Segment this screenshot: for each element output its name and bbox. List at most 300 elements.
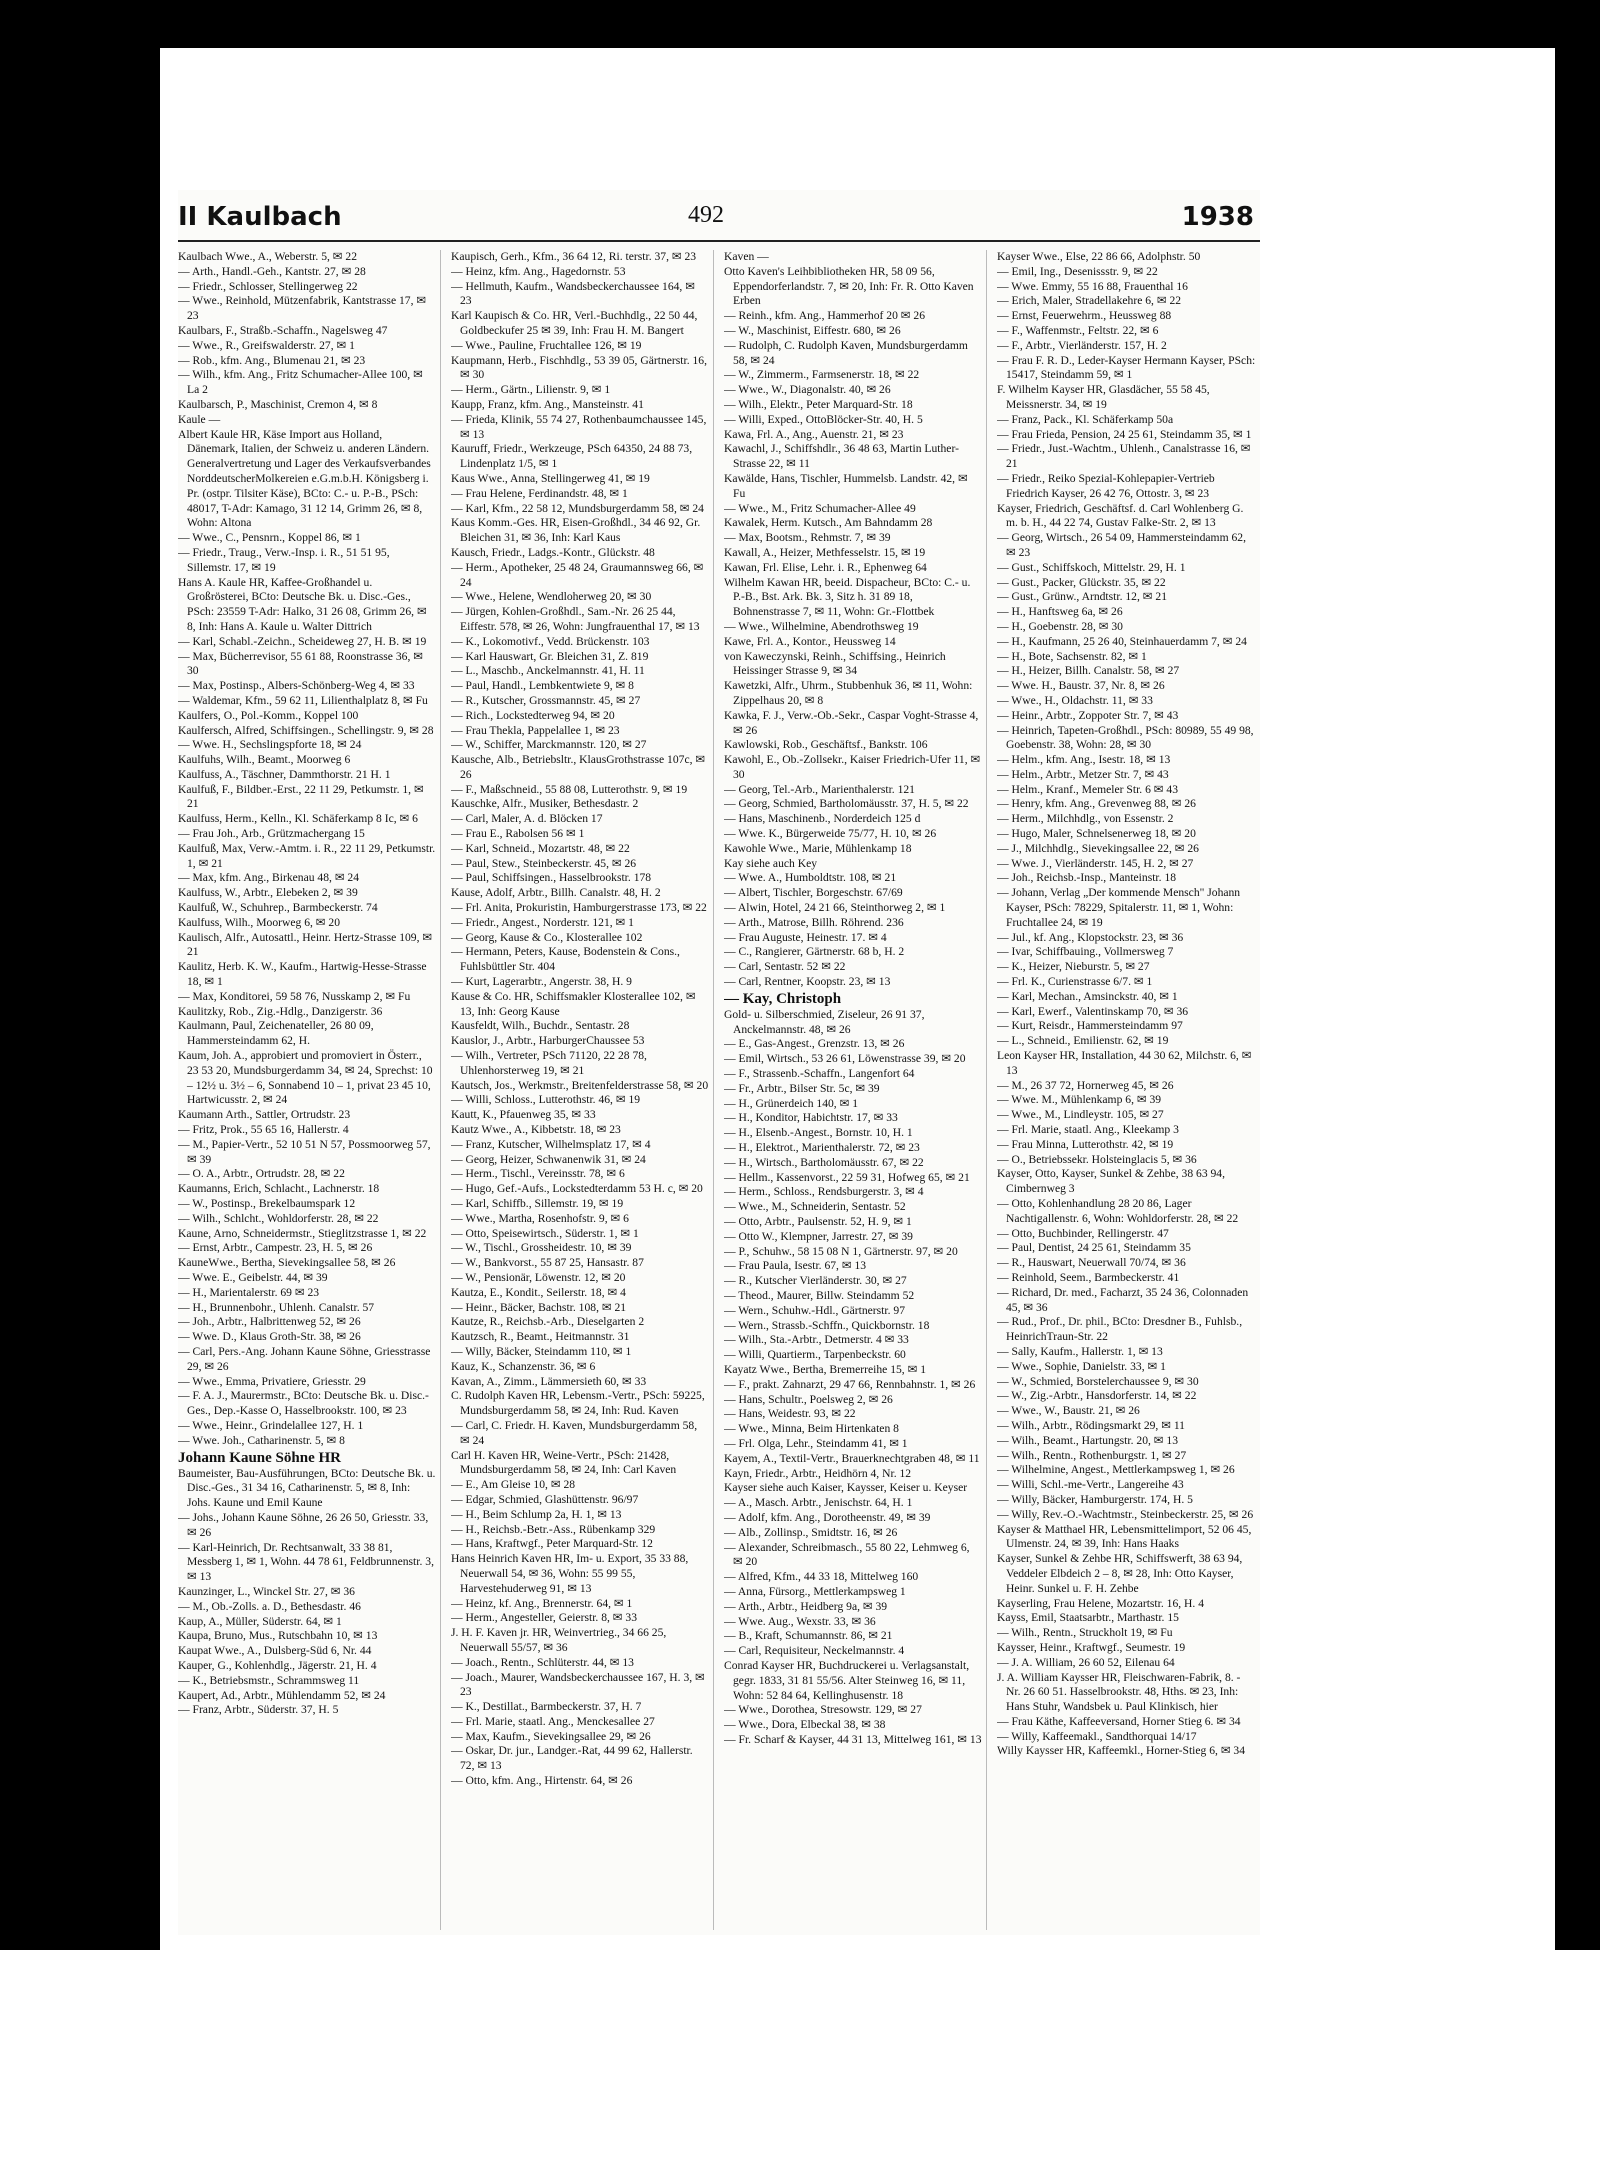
directory-entry: Hans Heinrich Kaven HR, Im- u. Export, 35 33 88, Neuerwall 54, ✉ 36, Wohn: 55 99 55, Harvestehuderweg 91, ✉ 13 (451, 1552, 689, 1595)
directory-entry: — R., Hauswart, Neuerwall 70/74, ✉ 36 (997, 1256, 1186, 1270)
directory-entry: Kayser siehe auch Kaiser, Kaysser, Keiser u. Keyser (724, 1481, 968, 1495)
directory-entry: — Frau Auguste, Heinestr. 17. ✉ 4 (724, 930, 887, 944)
directory-entry: Leon Kayser HR, Installation, 44 30 62, Milchstr. 6, ✉ 13 (997, 1049, 1252, 1077)
directory-entry: — Fr., Arbtr., Bilser Str. 5c, ✉ 39 (724, 1081, 880, 1095)
directory-entry: Kaupa, Bruno, Mus., Rutschbahn 10, ✉ 13 (178, 1629, 378, 1643)
directory-entry: Kauruff, Friedr., Werkzeuge, PSch 64350, 24 88 73, Lindenplatz 1/5, ✉ 1 (451, 442, 693, 471)
directory-entry: — Willi, Schloss., Lutterothstr. 46, ✉ 19 (451, 1093, 641, 1107)
directory-entry: — Joh., Reichsb.-Insp., Manteinstr. 18 (997, 871, 1177, 885)
scan-border-right (1555, 0, 1600, 1950)
scan-border-top (160, 0, 1600, 48)
directory-entry: — M., 26 37 72, Hornerweg 45, ✉ 26 (997, 1078, 1174, 1092)
directory-entry: — Wilh., Schlcht., Wohldorferstr. 28, ✉ 22 (178, 1211, 379, 1225)
directory-entry: — Rob., kfm. Ang., Blumenau 21, ✉ 23 (178, 353, 366, 367)
directory-entry: — H., Elsenb.-Angest., Bornstr. 10, H. 1 (724, 1126, 913, 1140)
directory-entry: — Herm., Schloss., Rendsburgerstr. 3, ✉ 4 (724, 1185, 924, 1199)
scan-border-left (0, 0, 160, 1950)
directory-entry: — Hellmuth, Kaufm., Wandsbeckerchaussee 164, ✉ 23 (451, 279, 695, 308)
directory-entry: — Arth., Matrose, Billh. Röhrend. 236 (724, 915, 904, 929)
directory-entry: Kayser, Otto, Kayser, Sunkel & Zehbe, 38 63 94, Cimbernweg 3 (997, 1167, 1226, 1196)
directory-entry: — Wilhelmine, Angest., Mettlerkampsweg 1, ✉ 26 (997, 1463, 1235, 1477)
directory-entry: — L., Schneid., Emilienstr. 62, ✉ 19 (997, 1034, 1169, 1048)
directory-entry: Kawachl, J., Schiffshdlr., 36 48 63, Martin Luther-Strasse 22, ✉ 11 (724, 442, 959, 471)
directory-entry: Kaulitz, Herb. K. W., Kaufm., Hartwig-Hesse-Strasse 18, ✉ 1 (178, 960, 427, 989)
directory-entry: — Wwe. E., Geibelstr. 44, ✉ 39 (178, 1270, 328, 1284)
directory-entry: — Ernst, Arbtr., Campestr. 23, H. 5, ✉ 26 (178, 1241, 373, 1255)
directory-entry: Kaulfuß, W., Schuhrep., Barmbeckerstr. 74 (178, 901, 378, 915)
directory-entry: — Georg, Heizer, Schwanenwik 31, ✉ 24 (451, 1152, 646, 1166)
directory-entry: — Rud., Prof., Dr. phil., BCto: Dresdner B., Fuhlsb., HeinrichTraun-Str. 22 (997, 1315, 1243, 1344)
directory-entry: Kautze, R., Reichsb.-Arb., Dieselgarten 2 (451, 1315, 645, 1329)
directory-entry: — Carl, Requisiteur, Neckelmannstr. 4 (724, 1644, 905, 1658)
directory-entry: — W., Schmied, Borstelerchaussee 9, ✉ 30 (997, 1374, 1199, 1388)
directory-entry: — Hugo, Maler, Schnelsenerweg 18, ✉ 20 (997, 827, 1196, 841)
directory-entry: Kautzsch, R., Beamt., Heitmannstr. 31 (451, 1330, 630, 1344)
directory-entry: Kaupisch, Gerh., Kfm., 36 64 12, Ri. terstr. 37, ✉ 23 (451, 250, 697, 263)
directory-entry: Kaup, A., Müller, Süderstr. 64, ✉ 1 (178, 1614, 342, 1628)
directory-entry: — Jul., kf. Ang., Klopstockstr. 23, ✉ 36 (997, 930, 1184, 944)
directory-entry: — Karl, Mechan., Amsinckstr. 40, ✉ 1 (997, 989, 1178, 1003)
directory-entry: — Frau Käthe, Kaffeeversand, Horner Stieg 6. ✉ 34 (997, 1714, 1241, 1728)
directory-entry: Kawlowski, Rob., Geschäftsf., Bankstr. 106 (724, 738, 928, 752)
directory-entry: Kaupmann, Herb., Fischhdlg., 53 39 05, Gärtnerstr. 16, ✉ 30 (451, 353, 707, 382)
directory-entry: — Karl, Schiffb., Sillemstr. 19, ✉ 19 (451, 1197, 624, 1210)
directory-entry: — F., Maßschneid., 55 88 08, Lutterothstr. 9, ✉ 19 (451, 782, 688, 796)
directory-entry: Kaulbach Wwe., A., Weberstr. 5, ✉ 22 (178, 250, 357, 263)
directory-entry: — Willi, Schl.-me-Vertr., Langereihe 43 (997, 1478, 1184, 1492)
directory-entry: — Wwe., Sophie, Danielstr. 33, ✉ 1 (997, 1359, 1166, 1373)
directory-entry: — Johs., Johann Kaune Söhne, 26 26 50, Griesstr. 33, ✉ 26 (178, 1510, 429, 1539)
directory-entry: — H., Wirtsch., Bartholomäusstr. 67, ✉ 22 (724, 1155, 924, 1169)
directory-entry: — Alwin, Hotel, 24 21 66, Steinthorweg 2, ✉ 1 (724, 901, 946, 915)
directory-entry: — Friedr., Schlosser, Stellingerweg 22 (178, 279, 358, 293)
directory-entry: — Wwe., H., Oldachstr. 11, ✉ 33 (997, 693, 1153, 707)
directory-entry: — H., Heizer, Billh. Canalstr. 58, ✉ 27 (997, 664, 1180, 678)
directory-entry: Kawalek, Herm. Kutsch., Am Bahndamm 28 (724, 516, 933, 530)
running-head-right: 1938 (1181, 202, 1254, 232)
directory-entry: Kayser, Sunkel & Zehbe HR, Schiffswerft, 38 63 94, Veddeler Elbdeich 2 – 8, ✉ 28, Inh: Otto Kayser, Heinr. Sunkel u. F. H. Zehbe (997, 1552, 1243, 1595)
directory-entry: — Wwe., M., Fritz Schumacher-Allee 49 (724, 501, 916, 515)
directory-entry: — Frau E., Rabolsen 56 ✉ 1 (451, 827, 585, 841)
directory-entry: — Georg, Kause & Co., Klosterallee 102 (451, 930, 643, 944)
directory-entry: — Richard, Dr. med., Facharzt, 35 24 36, Colonnaden 45, ✉ 36 (997, 1285, 1249, 1314)
directory-entry: — Hermann, Peters, Kause, Bodenstein & Cons., Fuhlsbüttler Str. 404 (451, 945, 680, 974)
directory-entry: — Wwe., Dora, Elbeckal 38, ✉ 38 (724, 1718, 886, 1732)
directory-entry: — Joach., Rentn., Schlüterstr. 44, ✉ 13 (451, 1655, 634, 1669)
directory-entry: — Otto, Speisewirtsch., Süderstr. 1, ✉ 1 (451, 1226, 639, 1240)
directory-entry: Kaulfuss, W., Arbtr., Elebeken 2, ✉ 39 (178, 886, 358, 900)
directory-entry: Kawa, Frl. A., Ang., Auenstr. 21, ✉ 23 (724, 427, 904, 441)
directory-entry: — Karl Hauswart, Gr. Bleichen 31, Z. 819 (451, 649, 649, 663)
directory-entry: Kauper, G., Kohlenhdlg., Jägerstr. 21, H. 4 (178, 1658, 377, 1672)
directory-entry: — Helm., Arbtr., Metzer Str. 7, ✉ 43 (997, 767, 1169, 781)
directory-entry: Kautza, E., Kondit., Seilerstr. 18, ✉ 4 (451, 1285, 626, 1299)
directory-entry: — M., Ob.-Zolls. a. D., Bethesdastr. 46 (178, 1599, 361, 1613)
directory-entry: — Wwe., Dorothea, Stresowstr. 129, ✉ 27 (724, 1703, 922, 1717)
directory-entry: Kayatz Wwe., Bertha, Bremerreihe 15, ✉ 1 (724, 1362, 927, 1376)
directory-entry: — Paul, Handl., Lembkentwiete 9, ✉ 8 (451, 679, 634, 693)
directory-entry: — Paul, Schiffsingen., Hasselbrookstr. 178 (451, 871, 652, 885)
directory-entry: — R., Kutscher Vierländerstr. 30, ✉ 27 (724, 1274, 907, 1288)
directory-entry: — Carl, Sentastr. 52 ✉ 22 (724, 960, 846, 974)
directory-entry: — Johann, Verlag „Der kommende Mensch" Johann Kayser, PSch: 78229, Spitalerstr. 11, ✉ 1, Wohn: Fruchtallee 24, ✉ 19 (997, 886, 1241, 929)
directory-entry: — Wwe., W., Diagonalstr. 40, ✉ 26 (724, 383, 891, 397)
directory-entry: von Kaweczynski, Reinh., Schiffsing., Heinrich Heissinger Strasse 9, ✉ 34 (724, 649, 946, 678)
directory-entry: — Wwe. Emmy, 55 16 88, Frauenthal 16 (997, 279, 1188, 293)
directory-entry: Kaupp, Franz, kfm. Ang., Mansteinstr. 41 (451, 397, 644, 411)
directory-entry: — Max, Bootsm., Rehmstr. 7, ✉ 39 (724, 531, 891, 545)
directory-entry: — Hans, Weidestr. 93, ✉ 22 (724, 1407, 856, 1421)
directory-entry: — Frau Frieda, Pension, 24 25 61, Steindamm 35, ✉ 1 (997, 427, 1252, 441)
directory-entry: Kautz Wwe., A., Kibbetstr. 18, ✉ 23 (451, 1123, 621, 1137)
directory-entry: — H., Kaufmann, 25 26 40, Steinhauerdamm 7, ✉ 24 (997, 634, 1247, 648)
directory-entry: — Arth., Handl.-Geh., Kantstr. 27, ✉ 28 (178, 264, 366, 278)
directory-entry: — Hellm., Kassenvorst., 22 59 31, Hofweg 65, ✉ 21 (724, 1170, 970, 1184)
directory-page (178, 190, 1260, 1935)
directory-entry: — W., Zimmerm., Farmsenerstr. 18, ✉ 22 (724, 368, 920, 382)
directory-entry: Kauz, K., Schanzenstr. 36, ✉ 6 (451, 1359, 596, 1373)
directory-entry: — Wwe. Aug., Wexstr. 33, ✉ 36 (724, 1614, 876, 1628)
directory-entry: — Joh., Arbtr., Halbrittenweg 52, ✉ 26 (178, 1315, 361, 1329)
directory-entry: — Frl. Marie, staatl. Ang., Kleekamp 3 (997, 1123, 1179, 1137)
directory-entry: J. A. William Kaysser HR, Fleischwaren-Fabrik, 8. - Nr. 26 60 51. Hasselbrookstr. 48, Hths. ✉ 23, Inh: Hans Stuhr, Wandsbek u. Paul Klinkisch, hier (997, 1670, 1241, 1714)
directory-entry: — Wwe., Heinr., Grindelallee 127, H. 1 (178, 1418, 364, 1432)
directory-entry: — Willi, Exped., OttoBlöcker-Str. 40, H. 5 (724, 412, 923, 426)
directory-entry: Kauschke, Alfr., Musiker, Bethesdastr. 2 (451, 797, 639, 811)
directory-entry: — Friedr., Traug., Verw.-Insp. i. R., 51 51 95, Sillemstr. 17, ✉ 19 (178, 545, 390, 574)
directory-entry: Kawe, Frl. A., Kontor., Heussweg 14 (724, 634, 896, 648)
directory-column-2 (451, 250, 714, 1930)
directory-entry: — Fr. Scharf & Kayser, 44 31 13, Mittelweg 161, ✉ 13 (724, 1732, 982, 1746)
directory-entry: Kaupat Wwe., A., Dulsberg-Süd 6, Nr. 44 (178, 1644, 372, 1658)
directory-entry: — Max, Kaufm., Sievekingsallee 29, ✉ 26 (451, 1729, 651, 1743)
directory-entry: — O., Betriebssekr. Holsteinglacis 5, ✉ 36 (997, 1152, 1197, 1166)
directory-entry: — Reinh., kfm. Ang., Hammerhof 20 ✉ 26 (724, 309, 925, 323)
directory-entry: — Kurt, Lagerarbtr., Angerstr. 38, H. 9 (451, 975, 632, 989)
directory-entry: — J., Milchhdlg., Sievekingsallee 22, ✉ 26 (997, 841, 1199, 855)
directory-entry: — Wwe., Minna, Beim Hirtenkaten 8 (724, 1422, 899, 1436)
directory-entry: Kautt, K., Pfauenweg 35, ✉ 33 (451, 1108, 596, 1122)
directory-entry: — Wilh., Sta.-Arbtr., Detmerstr. 4 ✉ 33 (724, 1333, 909, 1347)
directory-entry: — Karl, Ewerf., Valentinskamp 70, ✉ 36 (997, 1004, 1189, 1018)
page-number: 492 (688, 202, 724, 228)
directory-entry: — H., Reichsb.-Betr.-Ass., Rübenkamp 329 (451, 1522, 656, 1536)
directory-entry: Karl Kaupisch & Co. HR, Verl.-Buchhdlg., 22 50 44, Goldbeckufer 25 ✉ 39, Inh: Frau H. M. Bangert (451, 309, 698, 337)
directory-entry: — H., Hanftsweg 6a, ✉ 26 (997, 605, 1123, 619)
directory-entry: Kawohle Wwe., Marie, Mühlenkamp 18 (724, 841, 912, 855)
directory-entry: — Wilh., Beamt., Hartungstr. 20, ✉ 13 (997, 1433, 1178, 1447)
directory-entry: — Gust., Schiffskoch, Mittelstr. 29, H. 1 (997, 560, 1186, 574)
directory-entry: Otto Kaven's Leihbibliotheken HR, 58 09 56, Eppendorferlandstr. 7, ✉ 20, Inh: Fr. R. Otto Kaven Erben (724, 264, 974, 308)
directory-entry: — Theod., Maurer, Billw. Steindamm 52 (724, 1288, 915, 1302)
directory-entry: — Carl, Rentner, Koopstr. 23, ✉ 13 (724, 975, 891, 989)
directory-entry: — R., Kutscher, Grossmannstr. 45, ✉ 27 (451, 693, 641, 707)
directory-entry: — Herm., Gärtn., Lilienstr. 9, ✉ 1 (451, 383, 611, 397)
directory-entry: — Karl, Schneid., Mozartstr. 48, ✉ 22 (451, 841, 630, 855)
directory-entry: — Wilh., Elektr., Peter Marquard-Str. 18 (724, 397, 913, 411)
directory-entry: — Willy, Kaffeemakl., Sandthorquai 14/17 (997, 1729, 1197, 1743)
directory-entry: Kaulisch, Alfr., Autosattl., Heinr. Hertz-Strasse 109, ✉ 21 (178, 930, 433, 959)
directory-columns (178, 250, 1260, 1930)
directory-entry: — Emil, Ing., Desenissstr. 9, ✉ 22 (997, 264, 1158, 278)
directory-entry: Wilhelm Kawan HR, beeid. Dispacheur, BCto: C.- u. P.-B., Bst. Ark. Bk. 3, Sitz h. 31 89 18, Bohnenstrasse 7, ✉ 11, Wohn: Gr.-Flottbek (724, 575, 971, 619)
directory-entry: — Wwe. H., Sechslingspforte 18, ✉ 24 (178, 738, 362, 752)
directory-entry: — Joach., Maurer, Wandsbeckerchaussee 167, H. 3, ✉ 23 (451, 1670, 705, 1699)
directory-entry: — Herm., Apotheker, 25 48 24, Graumannsweg 66, ✉ 24 (451, 560, 704, 589)
directory-entry: — Heinr., Bäcker, Bachstr. 108, ✉ 21 (451, 1300, 627, 1314)
directory-entry: — Otto, Kohlenhandlung 28 20 86, Lager Nachtigallenstr. 6, Wohn: Wohldorferstr. 28, ✉ 22 (997, 1197, 1239, 1225)
directory-entry: — Paul, Stew., Steinbeckerstr. 45, ✉ 26 (451, 856, 637, 870)
directory-entry: — Paul, Dentist, 24 25 61, Steindamm 35 (997, 1241, 1191, 1255)
directory-entry: — Wilh., Rentn., Rothenburgstr. 1, ✉ 27 (997, 1448, 1187, 1462)
directory-column-3 (724, 250, 987, 1930)
directory-entry: — F., Strassenb.-Schaffn., Langenfort 64 (724, 1067, 915, 1081)
directory-entry: Kayser, Friedrich, Geschäftsf. d. Carl Wohlenberg G. m. b. H., 44 22 74, Gustav Falke-Str. 2, ✉ 13 (997, 501, 1244, 530)
directory-entry: Kausch, Friedr., Ladgs.-Kontr., Glückstr. 48 (451, 545, 655, 559)
directory-entry: — Wilh., kfm. Ang., Fritz Schumacher-Allee 100, ✉ La 2 (178, 368, 423, 397)
directory-entry: Kaysser, Heinr., Kraftwgf., Seumestr. 19 (997, 1640, 1186, 1654)
directory-entry: — Wwe. D., Klaus Groth-Str. 38, ✉ 26 (178, 1330, 361, 1344)
directory-entry: Kaus Wwe., Anna, Stellingerweg 41, ✉ 19 (451, 471, 650, 485)
directory-entry: — Heinrich, Tapeten-Großhdl., PSch: 80989, 55 49 98, Goebenstr. 38, Wohn: 28, ✉ 30 (997, 723, 1254, 752)
directory-entry: Kaulbars, F., Straßb.-Schaffn., Nagelsweg 47 (178, 323, 388, 337)
directory-entry: — Georg, Tel.-Arb., Marienthalerstr. 121 (724, 782, 915, 796)
directory-entry: — K., Betriebsmstr., Schrammsweg 11 (178, 1673, 360, 1687)
directory-entry: — C., Rangierer, Gärtnerstr. 68 b, H. 2 (724, 945, 905, 959)
directory-entry: — Frau Paula, Isestr. 67, ✉ 13 (724, 1259, 867, 1273)
directory-entry: Kaulmann, Paul, Zeichenateller, 26 80 09, Hammersteindamm 62, H. (178, 1019, 374, 1048)
directory-entry: — Frl. Anita, Prokuristin, Hamburgerstrasse 173, ✉ 22 (451, 901, 707, 915)
directory-entry: — J. A. William, 26 60 52, Eilenau 64 (997, 1655, 1175, 1669)
directory-entry: — Arth., Arbtr., Heidberg 9a, ✉ 39 (724, 1599, 888, 1613)
directory-entry: Kaulfuss, Wilh., Moorweg 6, ✉ 20 (178, 915, 340, 929)
directory-entry: — Gust., Packer, Glückstr. 35, ✉ 22 (997, 575, 1166, 589)
directory-entry: — Willy, Rev.-O.-Wachtmstr., Steinbeckerstr. 25, ✉ 26 (997, 1507, 1254, 1521)
directory-entry: — Wwe., Helene, Wendloherweg 20, ✉ 30 (451, 590, 652, 604)
directory-entry: — Max, Postinsp., Albers-Schönberg-Weg 4, ✉ 33 (178, 679, 415, 693)
directory-entry: Kaupert, Ad., Arbtr., Mühlendamm 52, ✉ 24 (178, 1688, 386, 1702)
directory-entry: Kayss, Emil, Staatsarbtr., Marthastr. 15 (997, 1611, 1179, 1625)
directory-entry: — Frau Thekla, Pappelallee 1, ✉ 23 (451, 723, 620, 737)
directory-entry: — F., Waffenmstr., Feltstr. 22, ✉ 6 (997, 323, 1159, 337)
directory-entry: — K., Heizer, Nieburstr. 5, ✉ 27 (997, 960, 1150, 974)
directory-entry: Kawan, Frl. Elise, Lehr. i. R., Ephenweg 64 (724, 560, 927, 574)
directory-entry: Kawohl, E., Ob.-Zollsekr., Kaiser Friedrich-Ufer 11, ✉ 30 (724, 753, 981, 781)
directory-entry: — Heinz, kfm. Ang., Hagedornstr. 53 (451, 264, 626, 278)
directory-entry: Kaulfersch, Alfred, Schiffsingen., Schellingstr. 9, ✉ 28 (178, 723, 434, 737)
directory-entry: — Alexander, Schreibmasch., 55 80 22, Lehmweg 6, ✉ 20 (724, 1540, 970, 1569)
directory-entry: — Wwe., Emma, Privatiere, Griesstr. 29 (178, 1374, 366, 1388)
directory-entry: — W., Maschinist, Eiffestr. 680, ✉ 26 (724, 323, 901, 337)
directory-entry: — Frieda, Klinik, 55 74 27, Rothenbaumchaussee 145, ✉ 13 (451, 412, 707, 441)
directory-entry: — Franz, Kutscher, Wilhelmsplatz 17, ✉ 4 (451, 1137, 651, 1151)
directory-entry: — Wilh., Vertreter, PSch 71120, 22 28 78, Uhlenhorsterweg 19, ✉ 21 (451, 1049, 647, 1077)
directory-entry: — H., Goebenstr. 28, ✉ 30 (997, 619, 1123, 633)
directory-entry: — Willy, Bäcker, Hamburgerstr. 174, H. 5 (997, 1492, 1193, 1506)
directory-entry: — Wilh., Arbtr., Rödingsmarkt 29, ✉ 11 (997, 1418, 1185, 1432)
directory-entry: Kause, Adolf, Arbtr., Billh. Canalstr. 48, H. 2 (451, 886, 661, 900)
directory-entry: — Franz, Arbtr., Süderstr. 37, H. 5 (178, 1703, 339, 1717)
directory-entry: Kaven — (724, 250, 769, 263)
directory-entry: — Otto W., Klempner, Jarrestr. 27, ✉ 39 (724, 1229, 913, 1243)
directory-entry: — Hans, Maschinenb., Norderdeich 125 d (724, 812, 921, 826)
directory-entry: — Fritz, Prok., 55 65 16, Hallerstr. 4 (178, 1123, 349, 1137)
directory-entry: — Herm., Angesteller, Geierstr. 8, ✉ 33 (451, 1611, 638, 1625)
directory-entry: — W., Schiffer, Marckmannstr. 120, ✉ 27 (451, 738, 647, 752)
directory-entry: Kaulfuhs, Wilh., Beamt., Moorweg 6 (178, 753, 351, 767)
directory-entry: — B., Kraft, Schumannstr. 86, ✉ 21 (724, 1629, 893, 1643)
directory-entry: — F. A. J., Maurermstr., BCto: Deutsche Bk. u. Disc.-Ges., Dep.-Kasse O, Hasselbrookstr. 100, ✉ 23 (178, 1389, 429, 1418)
directory-entry: — Frau Minna, Lutterothstr. 42, ✉ 19 (997, 1137, 1174, 1151)
directory-entry: Kaus Komm.-Ges. HR, Eisen-Großhdl., 34 46 92, Gr. Bleichen 31, ✉ 36, Inh: Karl Kaus (451, 516, 701, 545)
directory-entry: — Wern., Strassb.-Schffn., Quickbornstr. 18 (724, 1318, 930, 1332)
directory-entry: Kay siehe auch Key (724, 856, 818, 870)
directory-entry: — K., Lokomotivf., Vedd. Brückenstr. 103 (451, 634, 650, 648)
directory-entry: Conrad Kayser HR, Buchdruckerei u. Verlagsanstalt, gegr. 1833, 31 81 55/56. Alter Steinweg 16, ✉ 11, Wohn: 52 84 64, Kellinghusenstr. 18 (724, 1658, 970, 1702)
directory-entry: — Georg, Wirtsch., 26 54 09, Hammersteindamm 62, ✉ 23 (997, 531, 1246, 559)
directory-entry: — Friedr., Angest., Norderstr. 121, ✉ 1 (451, 915, 634, 929)
directory-entry: — Wwe., W., Baustr. 21, ✉ 26 (997, 1404, 1140, 1418)
directory-entry: Kaulfuß, Max, Verw.-Amtm. i. R., 22 11 29, Petkumstr. 1, ✉ 21 (178, 841, 436, 870)
directory-entry: — Carl, C. Friedr. H. Kaven, Mundsburgerdamm 58, ✉ 24 (451, 1418, 698, 1447)
directory-entry: — Sally, Kaufm., Hallerstr. 1, ✉ 13 (997, 1344, 1163, 1358)
directory-entry: — Wwe., Martha, Rosenhofstr. 9, ✉ 6 (451, 1211, 629, 1225)
directory-entry: F. Wilhelm Kayser HR, Glasdächer, 55 58 45, Meissnerstr. 34, ✉ 19 (997, 383, 1210, 411)
directory-entry: — Willy, Bäcker, Steindamm 110, ✉ 1 (451, 1344, 632, 1358)
directory-entry: — Wwe., M., Schneiderin, Sentastr. 52 (724, 1200, 906, 1214)
directory-entry: — Franz, Pack., Kl. Schäferkamp 50a (997, 412, 1174, 426)
directory-entry: — Wwe., Pauline, Fruchtallee 126, ✉ 19 (451, 338, 642, 352)
directory-entry: — Ivar, Schiffbauing., Vollmersweg 7 (997, 945, 1174, 959)
directory-entry: Kawetzki, Alfr., Uhrm., Stubbenhuk 36, ✉ 11, Wohn: Zippelhaus 20, ✉ 8 (724, 679, 973, 707)
directory-entry: Kayem, A., Textil-Vertr., Brauerknechtgraben 48, ✉ 11 (724, 1451, 980, 1465)
directory-entry: — Wwe., Reinhold, Mützenfabrik, Kantstrasse 17, ✉ 23 (178, 294, 427, 323)
directory-entry: Kavan, A., Zimm., Lämmersieth 60, ✉ 33 (451, 1374, 647, 1388)
directory-entry: — H., Elektrot., Marienthalerstr. 72, ✉ 23 (724, 1141, 920, 1155)
page-header (178, 200, 1260, 242)
directory-entry: — Alb., Zollinsp., Smidtstr. 16, ✉ 26 (724, 1525, 898, 1539)
directory-column-4 (997, 250, 1260, 1930)
directory-entry: Hans A. Kaule HR, Kaffee-Großhandel u. Großrösterei, BCto: Deutsche Bk. u. Disc.-Ges., PSch: 23559 T-Adr: Halko, 31 26 08, Grimm 26, ✉ 8, Inh: Hans A. Kaule u. Walter Dittrich (178, 575, 427, 633)
directory-entry: — Max, Konditorei, 59 58 76, Nusskamp 2, ✉ Fu (178, 989, 411, 1003)
directory-entry: — Willi, Quartierm., Tarpenbeckstr. 60 (724, 1348, 906, 1362)
directory-entry: — Carl, Pers.-Ang. Johann Kaune Söhne, Griesstrasse 29, ✉ 26 (178, 1344, 431, 1373)
directory-entry: — Emil, Wirtsch., 53 26 61, Löwenstrasse 39, ✉ 20 (724, 1052, 966, 1066)
directory-entry: — Wwe., M., Lindleystr. 105, ✉ 27 (997, 1108, 1164, 1122)
directory-entry: — Wwe. J., Vierländerstr. 145, H. 2, ✉ 27 (997, 856, 1194, 870)
directory-entry: Kaulfuss, Herm., Kelln., Kl. Schäferkamp 8 Ic, ✉ 6 (178, 812, 418, 826)
directory-entry: — Wwe. K., Bürgerweide 75/77, H. 10, ✉ 26 (724, 827, 937, 841)
directory-entry: — Kurt, Reisdr., Hammersteindamm 97 (997, 1019, 1183, 1033)
directory-entry: Kawälde, Hans, Tischler, Hummelsb. Landstr. 42, ✉ Fu (724, 471, 968, 500)
directory-entry: — F., Arbtr., Vierländerstr. 157, H. 2 (997, 338, 1167, 352)
directory-entry: — Ernst, Feuerwehrm., Heussweg 88 (997, 309, 1172, 323)
directory-entry: — Wwe., Wilhelmine, Abendrothsweg 19 (724, 619, 919, 633)
directory-entry: — Waldemar, Kfm., 59 62 11, Lilienthalplatz 8, ✉ Fu (178, 693, 428, 707)
directory-entry: — W., Bankvorst., 55 87 25, Hansastr. 87 (451, 1256, 644, 1270)
directory-entry: — Oskar, Dr. jur., Landger.-Rat, 44 99 62, Hallerstr. 72, ✉ 13 (451, 1744, 693, 1773)
directory-entry: — Max, kfm. Ang., Birkenau 48, ✉ 24 (178, 871, 360, 885)
directory-entry: — W., Postinsp., Brekelbaumspark 12 (178, 1197, 356, 1210)
directory-entry: Kayser & Matthael HR, Lebensmittelimport, 52 06 45, Ulmenstr. 24, ✉ 39, Inh: Hans Haaks (997, 1522, 1252, 1551)
directory-entry: Kauslor, J., Arbtr., HarburgerChaussee 53 (451, 1034, 645, 1048)
directory-column-1 (178, 250, 441, 1930)
directory-entry: Kayn, Friedr., Arbtr., Heidhörn 4, Nr. 12 (724, 1466, 912, 1480)
directory-entry: — Carl, Maler, A. d. Blöcken 17 (451, 812, 603, 826)
directory-entry: — Albert, Tischler, Borgeschstr. 67/69 (724, 886, 903, 900)
directory-entry: — Karl, Schabl.-Zeichn., Scheideweg 27, H. B. ✉ 19 (178, 634, 427, 648)
directory-entry: — Frl. Olga, Lehr., Steindamm 41, ✉ 1 (724, 1436, 908, 1450)
directory-entry: — Wwe., R., Greifswalderstr. 27, ✉ 1 (178, 338, 355, 352)
directory-entry: — Wwe. M., Mühlenkamp 6, ✉ 39 (997, 1093, 1162, 1107)
directory-entry: — Georg, Schmied, Bartholomäusstr. 37, H. 5, ✉ 22 (724, 797, 969, 811)
directory-entry: — Helm., Kranf., Memeler Str. 6 ✉ 43 (997, 782, 1179, 796)
directory-entry: — Hans, Schultr., Poelsweg 2, ✉ 26 (724, 1392, 893, 1406)
directory-entry: — Karl-Heinrich, Dr. Rechtsanwalt, 33 38 81, Messberg 1, ✉ 1, Wohn. 44 78 61, Feldbrunnenstr. 3, ✉ 13 (178, 1540, 434, 1584)
directory-entry: — H., Marientalerstr. 69 ✉ 23 (178, 1285, 320, 1299)
directory-entry: — Gust., Grünw., Arndtstr. 12, ✉ 21 (997, 590, 1167, 604)
directory-entry: Kaumann Arth., Sattler, Ortrudstr. 23 (178, 1108, 351, 1122)
directory-entry: — E., Am Gleise 10, ✉ 28 (451, 1478, 576, 1492)
scan-margin-bottom (0, 1950, 1600, 2177)
directory-entry: — Wilh., Rentn., Struckholt 19, ✉ Fu (997, 1626, 1173, 1640)
directory-entry: — Frau Helene, Ferdinandstr. 48, ✉ 1 (451, 486, 628, 500)
directory-entry: Kaunzinger, L., Winckel Str. 27, ✉ 36 (178, 1584, 355, 1598)
directory-entry: — H., Grünerdeich 140, ✉ 1 (724, 1096, 858, 1110)
directory-entry: — W., Zig.-Arbtr., Hansdorferstr. 14, ✉ 22 (997, 1389, 1197, 1403)
directory-entry: Kawall, A., Heizer, Methfesselstr. 15, ✉ 19 (724, 545, 926, 559)
directory-entry: Kaule — (178, 412, 221, 426)
directory-entry: C. Rudolph Kaven HR, Lebensm.-Vertr., PSch: 59225, Mundsburgerdamm 58, ✉ 24, Inh: Rud. Kaven (451, 1389, 705, 1418)
directory-entry: — Anna, Fürsorg., Mettlerkampsweg 1 (724, 1584, 906, 1598)
directory-entry: — Erich, Maler, Stradellakehre 6, ✉ 22 (997, 294, 1182, 308)
directory-entry: J. H. F. Kaven jr. HR, Weinvertrieg., 34 66 25, Neuerwall 55/57, ✉ 36 (451, 1626, 667, 1654)
directory-entry: — Hugo, Gef.-Aufs., Lockstedterdamm 53 H. c, ✉ 20 (451, 1182, 703, 1196)
directory-entry: KauneWwe., Bertha, Sievekingsallee 58, ✉ 26 (178, 1256, 396, 1270)
directory-entry: Kawka, F. J., Verw.-Ob.-Sekr., Caspar Voght-Strasse 4, ✉ 26 (724, 708, 979, 737)
directory-entry: — Edgar, Schmied, Glashüttenstr. 96/97 (451, 1492, 639, 1506)
directory-entry: — Karl, Kfm., 22 58 12, Mundsburgerdamm 58, ✉ 24 (451, 501, 704, 515)
directory-entry: Johann Kaune Söhne HR (178, 1449, 341, 1466)
directory-entry: — M., Papier-Vertr., 52 10 51 N 57, Possmoorweg 57, ✉ 39 (178, 1137, 431, 1166)
directory-entry: — Herm., Milchhdlg., von Essenstr. 2 (997, 812, 1174, 826)
directory-entry: — Otto, Arbtr., Paulsenstr. 52, H. 9, ✉ 1 (724, 1215, 912, 1228)
directory-entry: — L., Maschb., Anckelmannstr. 41, H. 11 (451, 664, 645, 678)
directory-entry: Kayserling, Frau Helene, Mozartstr. 16, H. 4 (997, 1596, 1205, 1610)
directory-entry: — Otto, Buchbinder, Rellingerstr. 47 (997, 1226, 1169, 1240)
directory-entry: Kaulitzky, Rob., Zig.-Hdlg., Danzigerstr. 36 (178, 1004, 383, 1018)
directory-entry: — Wwe. A., Humboldtstr. 108, ✉ 21 (724, 871, 897, 885)
directory-entry: — Wwe. Joh., Catharinenstr. 5, ✉ 8 (178, 1433, 345, 1447)
directory-entry: — Adolf, kfm. Ang., Dorotheenstr. 49, ✉ 39 (724, 1510, 931, 1524)
directory-entry: — Wern., Schuhw.-Hdl., Gärtnerstr. 97 (724, 1303, 905, 1317)
directory-entry: — H., Bote, Sachsenstr. 82, ✉ 1 (997, 649, 1147, 663)
directory-entry: Kaulbarsch, P., Maschinist, Cremon 4, ✉ 8 (178, 397, 378, 411)
directory-entry: — Helm., kfm. Ang., Isestr. 18, ✉ 13 (997, 753, 1171, 767)
directory-entry: Carl H. Kaven HR, Weine-Vertr., PSch: 21428, Mundsburgerdamm 58, ✉ 24, Inh: Carl Kaven (451, 1448, 677, 1477)
directory-entry: — Heinr., Arbtr., Zoppoter Str. 7, ✉ 43 (997, 708, 1179, 722)
directory-entry: — Henry, kfm. Ang., Grevenweg 88, ✉ 26 (997, 797, 1196, 811)
directory-entry: — Rich., Lockstedterweg 94, ✉ 20 (451, 708, 615, 722)
directory-entry: — Otto, kfm. Ang., Hirtenstr. 64, ✉ 26 (451, 1774, 633, 1788)
directory-entry: Kaulfuß, F., Bildber.-Erst., 22 11 29, Petkumstr. 1, ✉ 21 (178, 782, 424, 811)
directory-entry: — W., Tischl., Grossheidestr. 10, ✉ 39 (451, 1241, 632, 1255)
running-head-left: II Kaulbach (178, 202, 342, 232)
directory-entry: — E., Gas-Angest., Grenzstr. 13, ✉ 26 (724, 1037, 905, 1051)
directory-entry: Kaumanns, Erich, Schlacht., Lachnerstr. 18 (178, 1182, 380, 1196)
directory-entry: Kaune, Arno, Schneidermstr., Stieglitzstrasse 1, ✉ 22 (178, 1226, 427, 1240)
directory-entry: Gold- u. Silberschmied, Ziseleur, 26 91 37, Anckelmannstr. 48, ✉ 26 (724, 1007, 925, 1036)
